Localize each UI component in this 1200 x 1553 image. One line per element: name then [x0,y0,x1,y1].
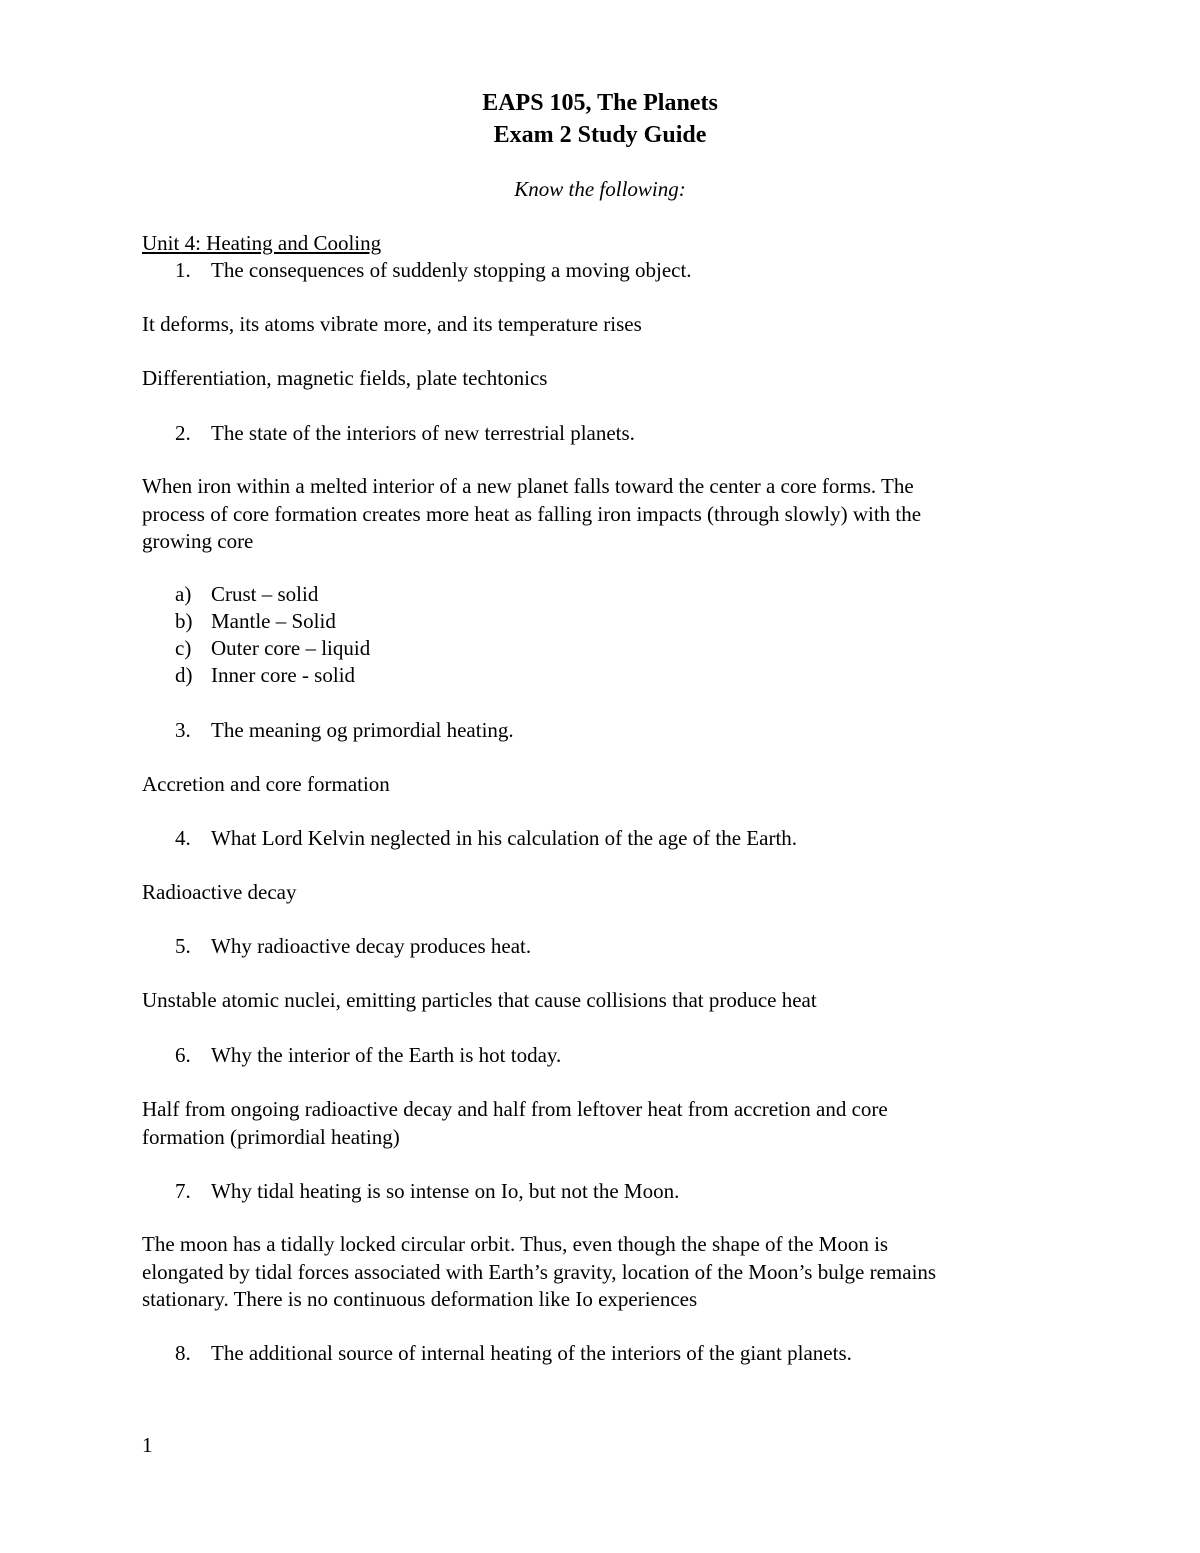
answer-line: The moon has a tidally locked circular orbit. Thus, even though the shape of the Moon is [142,1232,889,1256]
answer-paragraph [142,473,1042,556]
answer-line: elongated by tidal forces associated with Earth’s gravity, location of the Moon’s bulge remains [142,1259,937,1284]
answer-text: Radioactive decay [142,880,297,904]
question-text: The meaning og primordial heating. [211,718,514,742]
list-item: Outer core – liquid [211,636,371,660]
question-text: Why radioactive decay produces heat. [211,934,532,958]
answer-line: Half from ongoing radioactive decay and half from leftover heat from accretion and core [142,1097,888,1121]
question-text: The state of the interiors of new terrestrial planets. [211,421,635,445]
answer-text: Differentiation, magnetic fields, plate techtonics [142,366,548,390]
answer-line: stationary. There is no continuous deformation like Io experiences [142,1287,698,1311]
instruction-text: Know the following: [514,177,686,201]
course-title: EAPS 105, The Planets [482,90,718,116]
question-text: Why tidal heating is so intense on Io, but not the Moon. [211,1179,680,1203]
answer-line: formation (primordial heating) [142,1124,400,1149]
question-number: 7. [175,1179,191,1203]
list-letter: c) [175,636,192,660]
answer-paragraph [142,1231,1042,1314]
answer-text: Unstable atomic nuclei, emitting particles that cause collisions that produce heat [142,988,817,1012]
question-number: 6. [175,1043,191,1067]
list-item: Inner core - solid [211,663,356,687]
answer-line: process of core formation creates more heat as falling iron impacts (through slowly) with the [142,501,922,526]
question-number: 3. [175,718,191,742]
question-text: The additional source of internal heating of the interiors of the giant planets. [211,1341,852,1365]
page-number: 1 [142,1433,153,1457]
list-letter: a) [175,582,192,606]
question-number: 5. [175,934,191,958]
unit-heading: Unit 4: Heating and Cooling [142,231,382,255]
question-number: 4. [175,826,191,850]
question-number: 1. [175,258,191,282]
answer-paragraph [142,1096,1042,1151]
list-item: Mantle – Solid [211,609,336,633]
question-text: Why the interior of the Earth is hot today. [211,1043,562,1067]
answer-line: growing core [142,529,254,553]
list-letter: b) [175,609,193,633]
question-text: The consequences of suddenly stopping a moving object. [211,258,692,282]
question-text: What Lord Kelvin neglected in his calculation of the age of the Earth. [211,826,798,850]
question-number: 8. [175,1341,191,1365]
answer-text: It deforms, its atoms vibrate more, and its temperature rises [142,312,642,336]
answer-text: Accretion and core formation [142,772,390,796]
list-letter: d) [175,663,193,687]
guide-title: Exam 2 Study Guide [493,122,707,148]
list-item: Crust – solid [211,582,319,606]
question-number: 2. [175,421,191,445]
answer-line: When iron within a melted interior of a new planet falls toward the center a core forms. The [142,474,914,498]
